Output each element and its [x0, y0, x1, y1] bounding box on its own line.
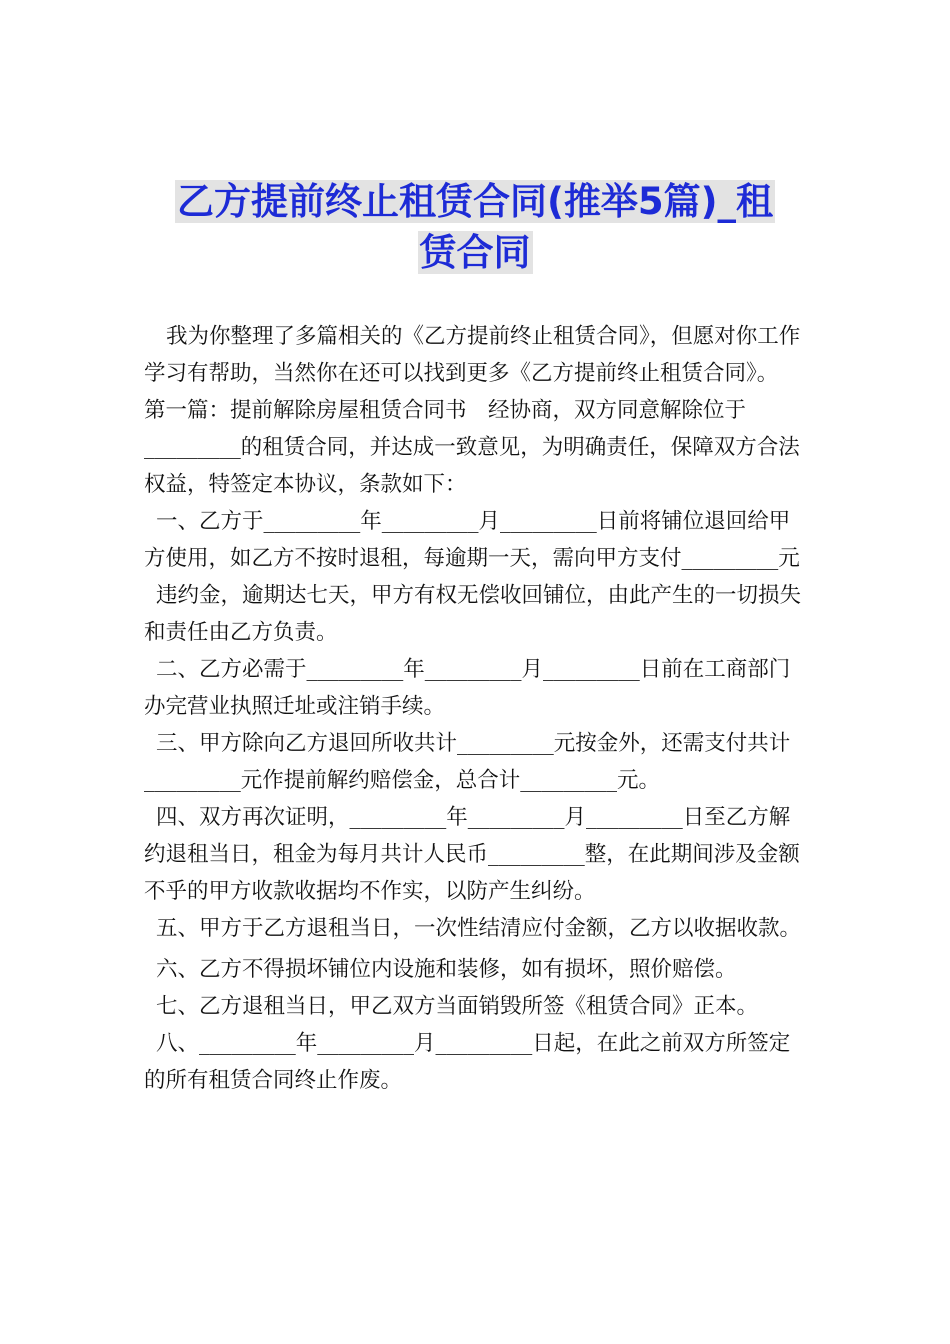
clause-8: 八、_________年_________月_________日起，在此之前双方所签定的所有租赁合同终止作废。: [144, 1031, 791, 1093]
clause-4: 四、双方再次证明，_________年_________月_________日至乙方解约退租当日，租金为每月共计人民币_________整，在此期间涉及金额不乎的甲方收款收据均不作实，以防产生纠纷。: [144, 805, 800, 904]
clause-5: 五、甲方于乙方退租当日，一次性结清应付金额，乙方以收据收款。: [156, 916, 802, 941]
title-line-2: 赁合同: [419, 231, 531, 274]
title-line-1: 乙方提前终止租赁合同(推举5篇)_租: [176, 180, 774, 223]
section-heading-paragraph: 第一篇：提前解除房屋租赁合同书 经协商，双方同意解除位于_________的租赁合同，并达成一致意见，为明确责任，保障双方合法权益，特签定本协议，条款如下：: [144, 398, 800, 497]
clause-6: 六、乙方不得损坏铺位内设施和装修，如有损坏，照价赔偿。: [156, 957, 737, 982]
clause-1: 一、乙方于_________年_________月_________日前将铺位退回给甲方使用，如乙方不按时退租，每逾期一天，需向甲方支付_________元: [144, 509, 800, 571]
clause-3: 三、甲方除向乙方退回所收共计_________元按金外，还需支付共计_________元作提前解约赔偿金，总合计_________元。: [144, 731, 791, 793]
clause-7: 七、乙方退租当日，甲乙双方当面销毁所签《租赁合同》正本。: [156, 994, 759, 1019]
clause-1-continued: 违约金，逾期达七天，甲方有权无偿收回铺位，由此产生的一切损失和责任由乙方负责。: [144, 583, 802, 645]
clause-2: 二、乙方必需于_________年_________月_________日前在工商部门办完营业执照迁址或注销手续。: [144, 657, 791, 719]
document-body: [144, 318, 808, 1099]
intro-paragraph: 我为你整理了多篇相关的《乙方提前终止租赁合同》，但愿对你工作学习有帮助，当然你在还可以找到更多《乙方提前终止租赁合同》。: [144, 324, 801, 386]
document-title: [0, 176, 950, 278]
